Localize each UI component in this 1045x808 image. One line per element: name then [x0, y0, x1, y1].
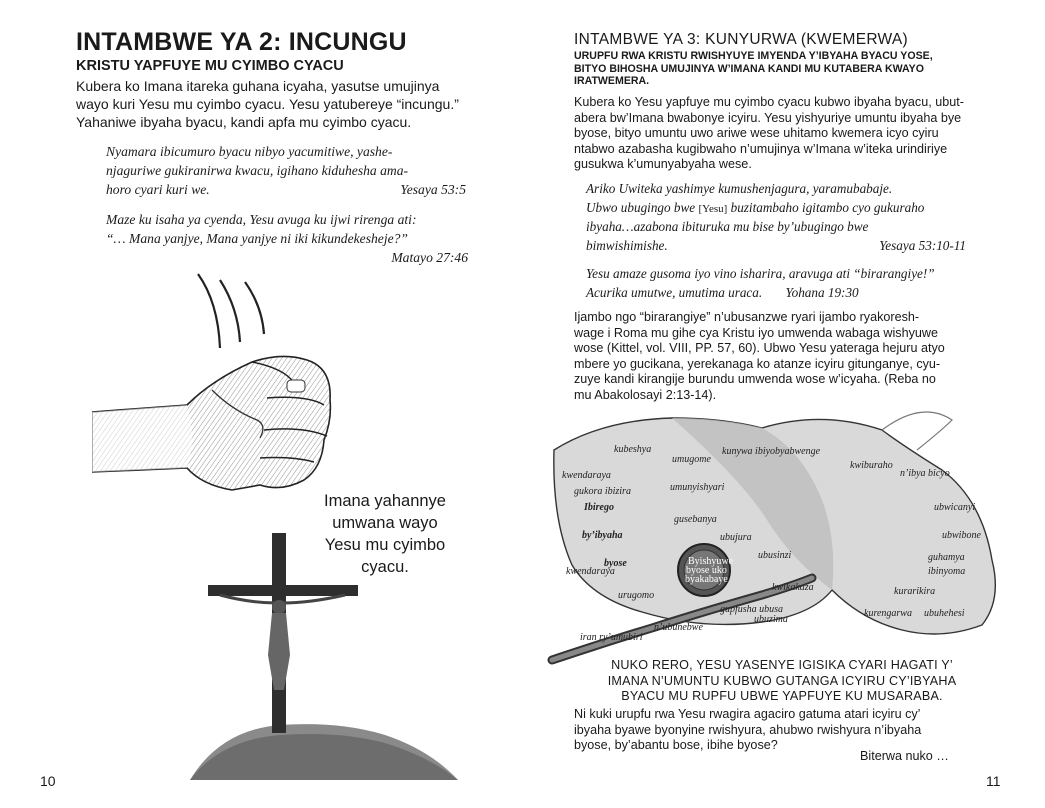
illustration-caption: Imana yahannye umwana wayo Yesu mu cyimbo cyacu.	[323, 492, 446, 576]
quote-line: njaguriwe gukiranirwa kwacu, igihano kiduhesha ama-	[106, 163, 409, 178]
conclusion-text: NUKO RERO, YESU YASENYE IGISIKA CYARI HAGATI Y’ IMANA N’UMUNTU KUBWO GUTANGA ICYIRU CY’IBYAHA BYACU MU RUPFU UBWE YAPFUYE KU MUSARABA.	[607, 658, 957, 703]
scroll-title-line: by’ibyaha	[582, 530, 623, 541]
scroll-word: ubuzima	[754, 614, 788, 625]
scroll-word: kunywa ibiyobyabwenge	[722, 446, 821, 457]
quote-line: “… Mana yanjye, Mana yanjye ni iki kikundekesheje?”	[106, 231, 408, 246]
scroll-title-line: byose	[604, 558, 627, 569]
quote-line: Maze ku isaha ya cyenda, Yesu avuga ku ijwi rirenga ati:	[106, 212, 417, 227]
scripture-quote-john: Yesu amaze gusoma iyo vino isharira, aravuga ati “birarangiye!” Acurika umutwe, umutima uraca. Yohana 19:30	[586, 266, 935, 300]
scripture-quote-isaiah	[106, 142, 472, 199]
quote-line: Nyamara ibicumuro byacu nibyo yacumitiwe, yashe-	[106, 144, 393, 159]
bracket-insert: [Yesu]	[698, 202, 728, 215]
left-paragraph-line: Kubera ko Imana itareka guhana icyaha, yasutse umujinya	[76, 78, 440, 94]
scroll-word: n’ibya bicyo	[900, 468, 950, 479]
scroll-word: n’ubunebwe	[654, 622, 703, 633]
fist-illustration	[92, 350, 342, 510]
scroll-word: gusebanya	[674, 514, 717, 525]
scroll-title-line: Ibirego	[584, 502, 614, 513]
scroll-word: umugome	[672, 454, 711, 465]
quote-reference: Yesaya 53:5	[400, 182, 466, 197]
left-paragraph	[76, 77, 496, 131]
quote-reference: Yohana 19:30	[785, 284, 859, 300]
left-page-title: INTAMBWE YA 2: INCUNGU	[76, 28, 407, 56]
scripture-quote-isaiah-53-10: Ariko Uwiteka yashimye kumushenjagura, yaramubabaje. Ubwo ubugingo bwe [Yesu] buzitambaho igitambo cyo gukuraho ibyaha…azabona ibituruka mu bise by’ubugingo bwe bimwishimishe. Yesaya 53:10-11	[586, 180, 972, 255]
scroll-word: kurarikira	[894, 586, 936, 597]
right-paragraph-1: Kubera ko Yesu yapfuye mu cyimbo cyacu kubwo ibyaha byacu, ubut- abera bw’Imana bwabonye icyiru. Yesu yishyuriye umuntu ibyaha bye byose, bityo umuntu uwo ariwe wese uhitamo kwemera icyo cyiru ntabwo azabasha kugibwaho n’umujinya w’Imana w’iteka urindiriye gusukwa k’umunyabyaha wese.	[574, 95, 964, 171]
discussion-question: Ni kuki urupfu rwa Yesu rwagira agaciro gatuma atari icyiru cy’ ibyaha byawe byonyine rwishyura, ahubwo rwishyura n’ibyaha byose, by’abantu bose, ibihe byose?	[574, 707, 922, 752]
scroll-word: kurengarwa	[864, 608, 912, 619]
scroll-of-sins-illustration	[522, 390, 1042, 670]
scroll-word: gukora ibizira	[574, 486, 631, 497]
scroll-word: kwikakaza	[772, 582, 814, 593]
page-number-left: 10	[40, 773, 56, 789]
scroll-word: kwendaraya	[562, 470, 611, 481]
scroll-word: gupfusha ubusa	[720, 604, 784, 615]
quote-line: horo cyari kuri we. Yesaya 53:5	[106, 182, 466, 197]
quote-reference: Matayo 27:46	[391, 250, 468, 265]
left-page-subtitle: KRISTU YAPFUYE MU CYIMBO CYACU	[76, 58, 344, 74]
right-paragraph-2: Ijambo ngo “birarangiye” n’ubusanzwe ryari ijambo ryakoresh- wage i Roma mu gihe cya Kristu iyo umwenda wabaga wishyuwe wose (Kittel, vol. VIII, PP. 57, 60). Ubwo Yesu yateraga hejuru atyo mbere yo gucikana, yerekanaga ko atanze icyiru gitunganye, cyu- zuye kandi kirangije burundu umwenda wose w’icyaha. (Reba no mu Abakolosayi 2:13-14).	[574, 310, 945, 402]
left-paragraph-line: Yahaniwe ibyaha byacu, kandi apfa mu cyimbo cyacu.	[76, 114, 412, 130]
scroll-word: urugomo	[618, 590, 655, 601]
scroll-word: ubujura	[720, 532, 752, 543]
page-number-right: 11	[986, 773, 1001, 789]
right-page	[522, 0, 1045, 808]
motion-lines-illustration	[190, 272, 280, 352]
scroll-word: kwiburaho	[850, 460, 893, 471]
continued-text: Biterwa nuko …	[860, 749, 949, 763]
scroll-word: ubusinzi	[758, 550, 792, 561]
crucifixion-illustration	[180, 525, 460, 780]
scroll-word: kubeshya	[614, 444, 652, 455]
scroll-word: kwendaraya	[566, 566, 615, 577]
left-paragraph-line: wayo kuri Yesu mu cyimbo cyacu. Yesu yatubereye “incungu.”	[76, 96, 459, 112]
scroll-word: umunyishyari	[670, 482, 725, 493]
scroll-word: ubwibone	[942, 530, 981, 541]
right-page-title: INTAMBWE YA 3: KUNYURWA (KWEMERWA)	[574, 31, 909, 48]
seal-text-line: byose uko	[686, 565, 727, 576]
scroll-word: iran ry’umubiri	[580, 632, 643, 643]
seal-text-line: Byishyuwe	[688, 556, 733, 567]
scroll-word: ubuhehesi	[924, 608, 965, 619]
scroll-word: ubwicanyi	[934, 502, 976, 513]
left-page	[0, 0, 522, 808]
quote-reference: Yesaya 53:10-11	[879, 237, 966, 253]
scripture-quote-matthew	[106, 210, 478, 267]
right-page-subtitle: URUPFU RWA KRISTU RWISHYUYE IMYENDA Y’IBYAHA BYACU YOSE, BITYO BIHOSHA UMUJINYA W’IMANA KANDI MU KUTABERA KWAYO IRATWEMERA.	[574, 50, 933, 87]
scroll-word: guhamya	[928, 552, 965, 563]
seal-text-line: byakabaye	[685, 574, 728, 585]
scroll-word: ibinyoma	[928, 566, 966, 577]
